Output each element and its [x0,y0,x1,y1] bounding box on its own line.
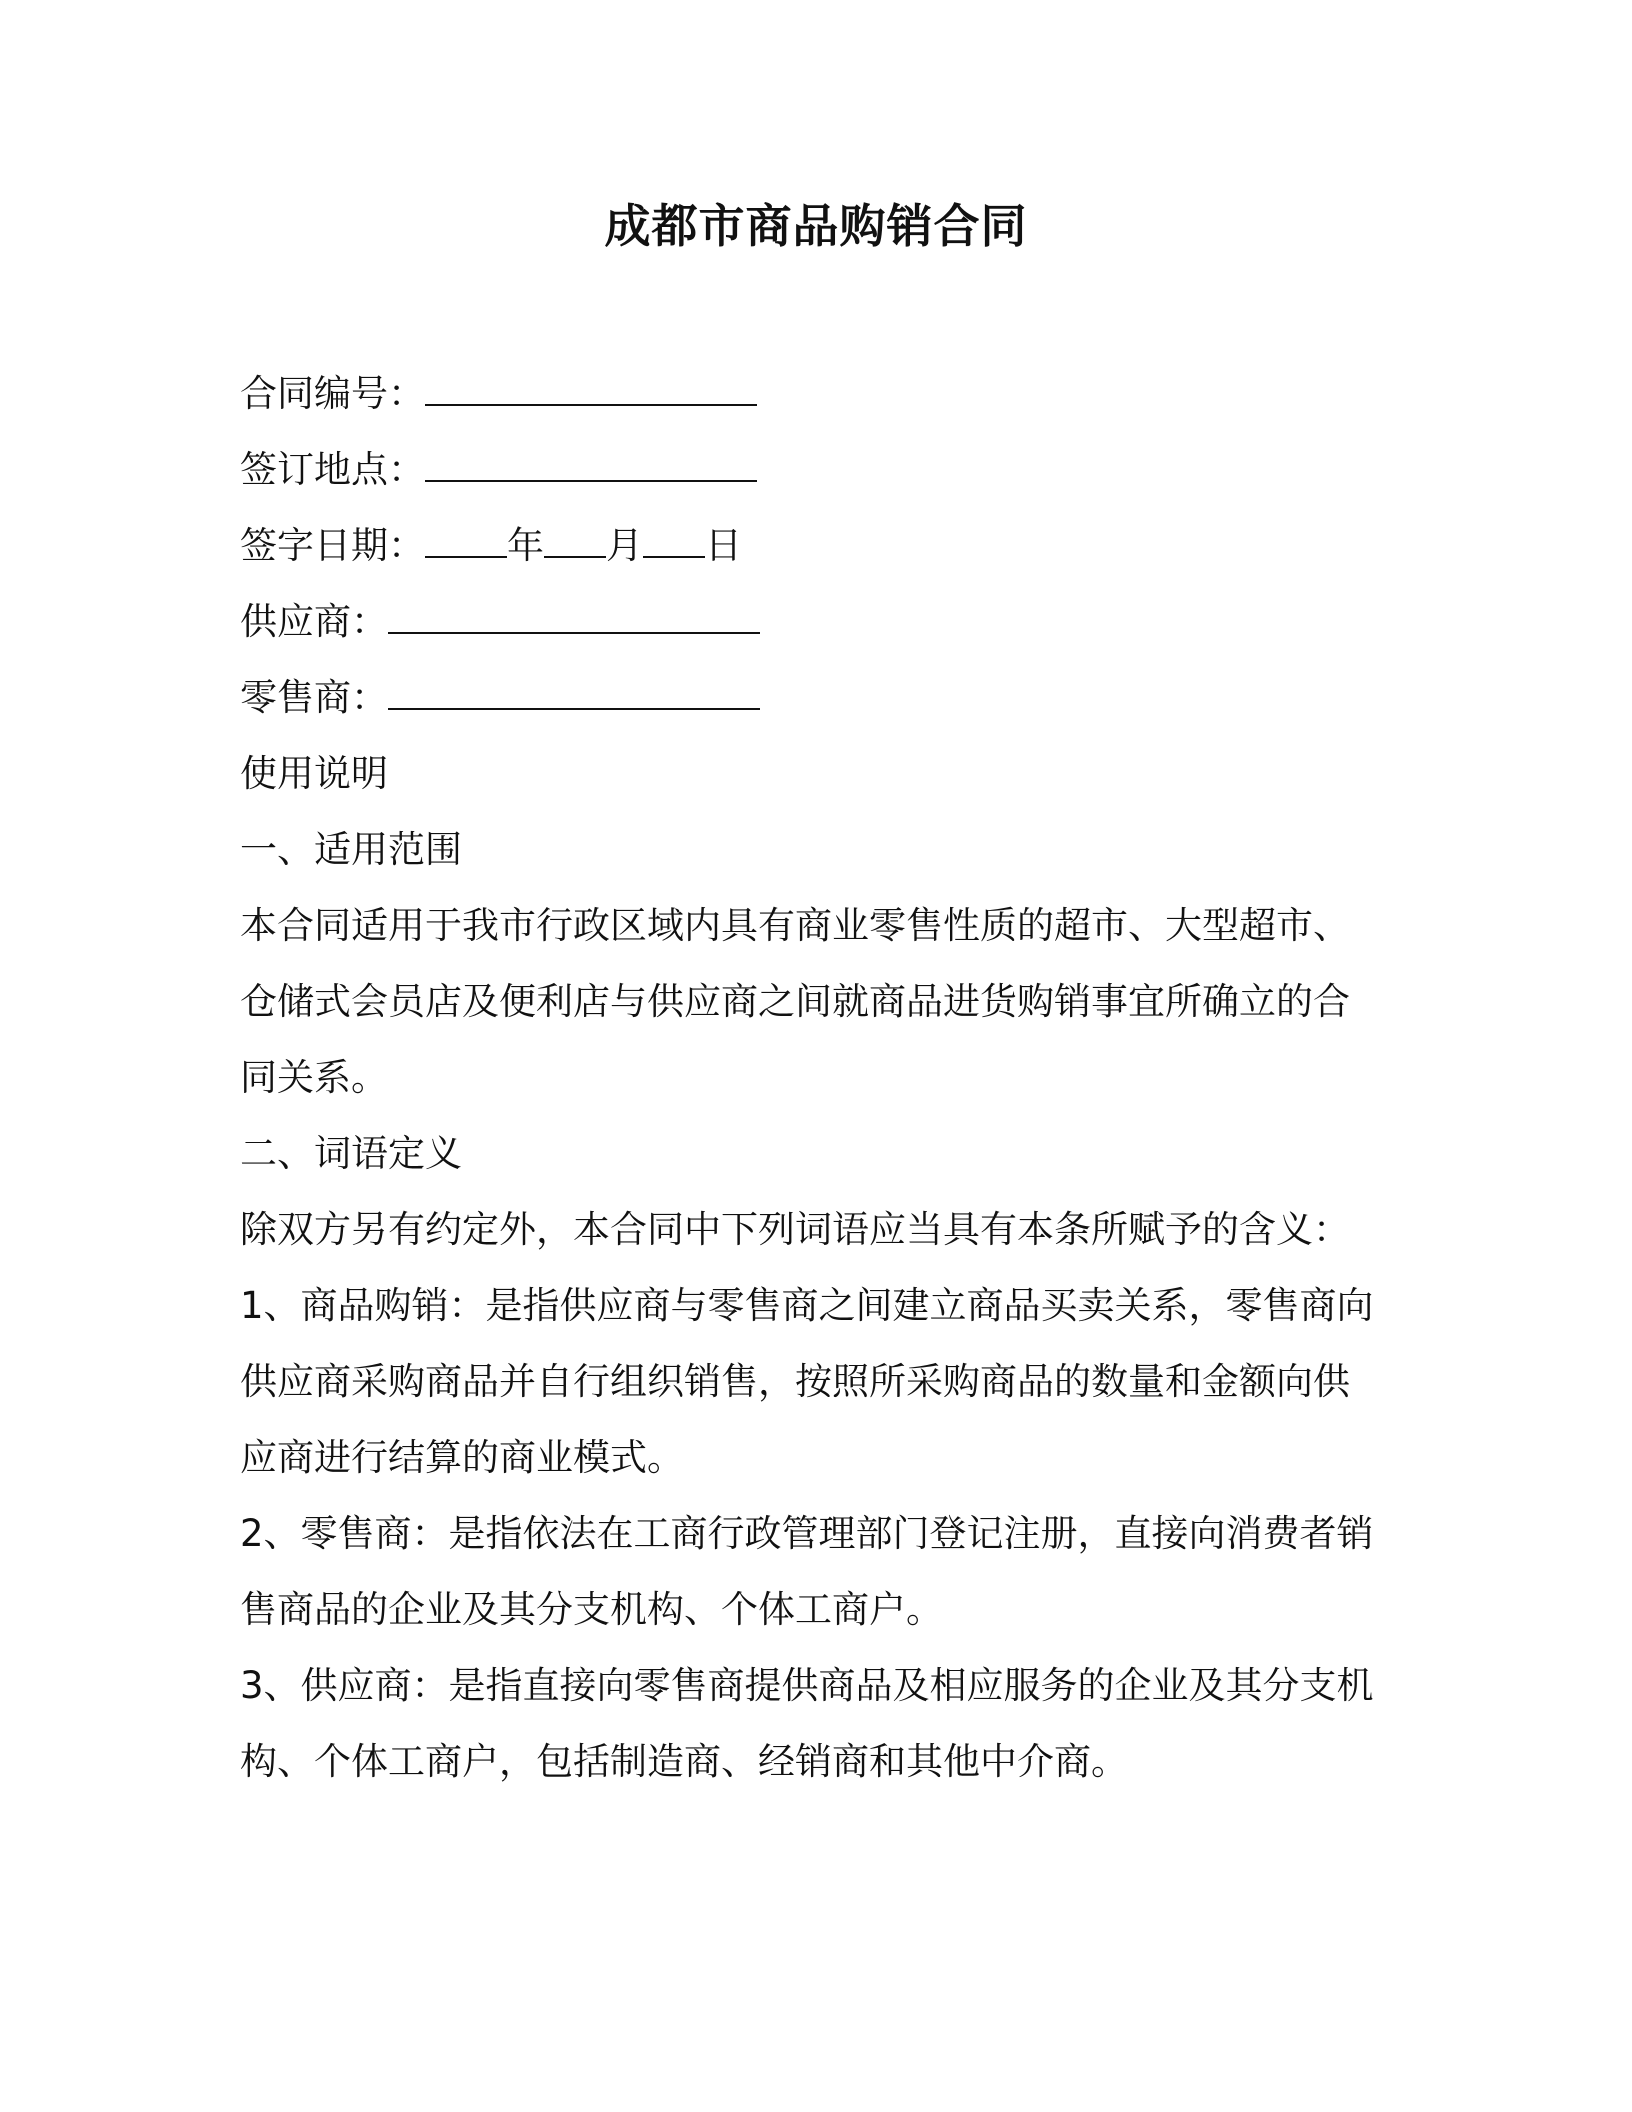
document-title: 成都市商品购销合同 [604,199,1028,253]
usage-heading: 使用说明 [240,752,388,795]
sign-place-label: 签订地点： [240,448,425,491]
definition-1-line: 1、商品购销：是指供应商与零售商之间建立商品买卖关系，零售商向 [240,1284,1374,1327]
day-label: 日 [705,524,742,567]
section1-line: 仓储式会员店及便利店与供应商之间就商品进货购销事宜所确立的合 [240,980,1350,1023]
sign-date-label: 签字日期： [240,524,425,567]
section1-line: 本合同适用于我市行政区域内具有商业零售性质的超市、大型超市、 [240,904,1350,947]
definition-3-line: 构、个体工商户，包括制造商、经销商和其他中介商。 [240,1740,1128,1783]
sign-place-blank [425,446,757,482]
supplier-label: 供应商： [240,600,388,643]
section1-heading: 一、适用范围 [240,828,462,871]
section2-intro: 除双方另有约定外，本合同中下列词语应当具有本条所赋予的含义： [240,1208,1350,1251]
supplier-field [240,596,760,648]
sign-date-field [240,520,742,572]
definition-2-line: 2、零售商：是指依法在工商行政管理部门登记注册，直接向消费者销 [240,1512,1374,1555]
year-blank [425,522,507,558]
contract-number-blank [425,370,757,406]
retailer-field [240,672,760,724]
definition-1-line: 供应商采购商品并自行组织销售，按照所采购商品的数量和金额向供 [240,1360,1350,1403]
contract-number-field [240,368,757,420]
section2-heading: 二、词语定义 [240,1132,462,1175]
supplier-blank [388,598,760,634]
month-blank [544,522,606,558]
section1-line: 同关系。 [240,1056,388,1099]
retailer-label: 零售商： [240,676,388,719]
definition-1-line: 应商进行结算的商业模式。 [240,1436,684,1479]
contract-number-label: 合同编号： [240,372,425,415]
retailer-blank [388,674,760,710]
definition-3-line: 3、供应商：是指直接向零售商提供商品及相应服务的企业及其分支机 [240,1664,1374,1707]
sign-place-field [240,444,757,496]
day-blank [643,522,705,558]
year-label: 年 [507,524,544,567]
definition-2-line: 售商品的企业及其分支机构、个体工商户。 [240,1588,943,1631]
month-label: 月 [606,524,643,567]
